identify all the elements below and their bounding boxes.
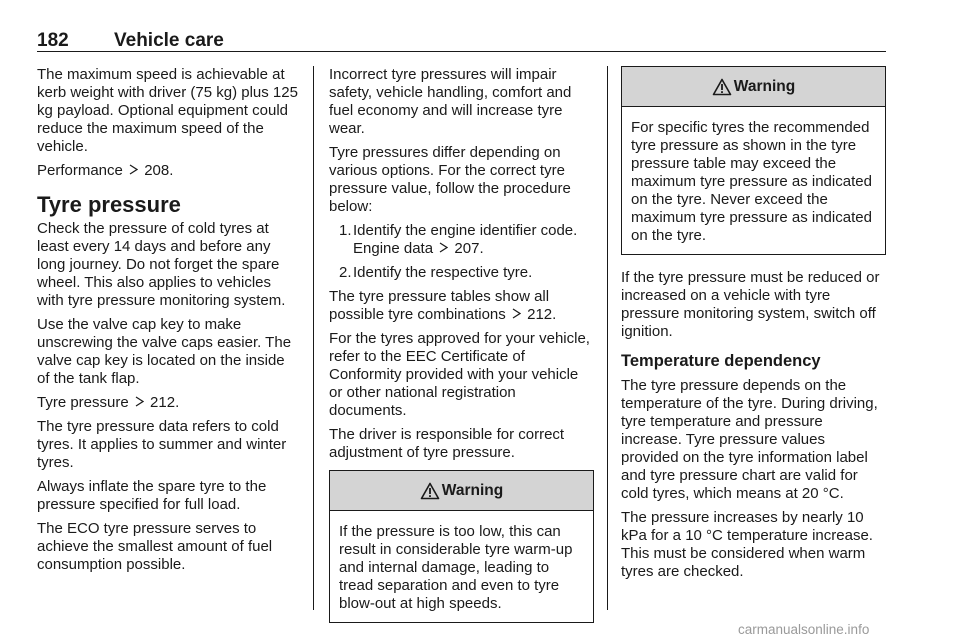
paragraph-pressures-differ: Tyre pressures differ depending on various options. For the correct tyre pressure value, follow the procedure below: (329, 144, 571, 215)
paragraph-incorrect-pressure: Incorrect tyre pressures will impair safety, vehicle handling, comfort and fuel economy and will increase tyre wear. (329, 66, 572, 137)
step-number: 2. (339, 264, 352, 281)
list-item (329, 222, 594, 258)
reference-label: Performance (37, 162, 123, 179)
paragraph-pressure-tables (329, 288, 594, 324)
page-reference-arrow-icon (439, 242, 448, 253)
paragraph-cold-tyres: The tyre pressure data refers to cold tyres. It applies to summer and winter tyres. (37, 418, 287, 471)
warning-text: For specific tyres the recommended tyre pressure as shown in the tyre pressure table may exceed the maximum tyre pressure as indicated on the tyre. Never exceed the maximum tyre pressure as indicated on the tyre. (631, 119, 872, 244)
warning-text: If the pressure is too low, this can result in considerable tyre warm-up and internal damage, leading to tread separation and even to tyre blow-out at high speeds. (339, 523, 573, 612)
reference-page: 208. (144, 162, 174, 179)
column-divider-1 (313, 66, 314, 610)
column-1 (37, 66, 300, 580)
paragraph-valve-cap-key: Use the valve cap key to make unscrewing the valve caps easier. The valve cap key is located on the inside of the tank flap. (37, 316, 292, 387)
warning-title: Warning (733, 77, 796, 95)
reference-page: 207. (454, 240, 484, 257)
heading-tyre-pressure: Tyre pressure (37, 192, 181, 217)
warning-box-max-pressure (621, 66, 886, 255)
page-number: 182 (37, 30, 69, 51)
procedure-steps (329, 222, 594, 282)
paragraph-temperature: The tyre pressure depends on the temperature of the tyre. During driving, tyre temperature and pressure increase. Tyre pressure values provided on the tyre information label and tyre pressure chart are valid for cold tyres, which means at 20 °C. (621, 377, 878, 502)
reference-label: Tyre pressure (37, 394, 129, 411)
paragraph-spare-tyre: Always inflate the spare tyre to the pressure specified for full load. (37, 478, 267, 513)
warning-triangle-icon (420, 482, 440, 500)
warning-triangle-icon (712, 78, 732, 96)
paragraph-pressure-increase: The pressure increases by nearly 10 kPa for a 10 °C temperature increase. This must be considered when warm tyres are checked. (621, 509, 873, 580)
reference-tyre-pressure (37, 394, 300, 412)
paragraph-eec-certificate: For the tyres approved for your vehicle, refer to the EEC Certificate of Conformity provided with your vehicle or other national registration documents. (329, 330, 590, 419)
step-label: Identify the engine identifier code. Engine data (353, 222, 578, 257)
warning-header (622, 67, 885, 107)
paragraph-check-pressure: Check the pressure of cold tyres at least every 14 days and before any long journey. Do not forget the spare wheel. This also applies to vehicles with tyre pressure monitoring system. (37, 220, 286, 309)
reference-page: 212. (150, 394, 180, 411)
column-3 (621, 66, 886, 587)
paragraph-driver-responsible: The driver is responsible for correct adjustment of tyre pressure. (329, 426, 565, 461)
list-item (329, 264, 594, 282)
step-text: Identify the respective tyre. (353, 264, 533, 281)
heading-temperature-dependency: Temperature dependency (621, 352, 821, 370)
column-2 (329, 66, 594, 629)
watermark: carmanualsonline.info (738, 622, 870, 637)
page-header (37, 30, 886, 52)
page-reference-arrow-icon (129, 164, 138, 175)
paragraph-max-speed: The maximum speed is achievable at kerb weight with driver (75 kg) plus 125 kg payload. Optional equipment could reduce the maximum speed of the vehicle. (37, 66, 298, 155)
page-reference-arrow-icon (512, 308, 521, 319)
reference-performance (37, 162, 300, 180)
page-reference-arrow-icon (135, 396, 144, 407)
reference-label: The tyre pressure tables show all possible tyre combinations (329, 288, 550, 323)
paragraph-eco-pressure: The ECO tyre pressure serves to achieve the smallest amount of fuel consumption possible. (37, 520, 273, 573)
section-title: Vehicle care (114, 30, 224, 51)
warning-title: Warning (441, 481, 504, 499)
column-divider-2 (607, 66, 608, 610)
warning-header (330, 471, 593, 511)
paragraph-reduce-increase: If the tyre pressure must be reduced or increased on a vehicle with tyre pressure monitoring system, switch off ignition. (621, 269, 880, 340)
reference-page: 212. (527, 306, 557, 323)
step-number: 1. (339, 222, 352, 239)
warning-box-low-pressure (329, 470, 594, 623)
step-text (353, 222, 594, 258)
